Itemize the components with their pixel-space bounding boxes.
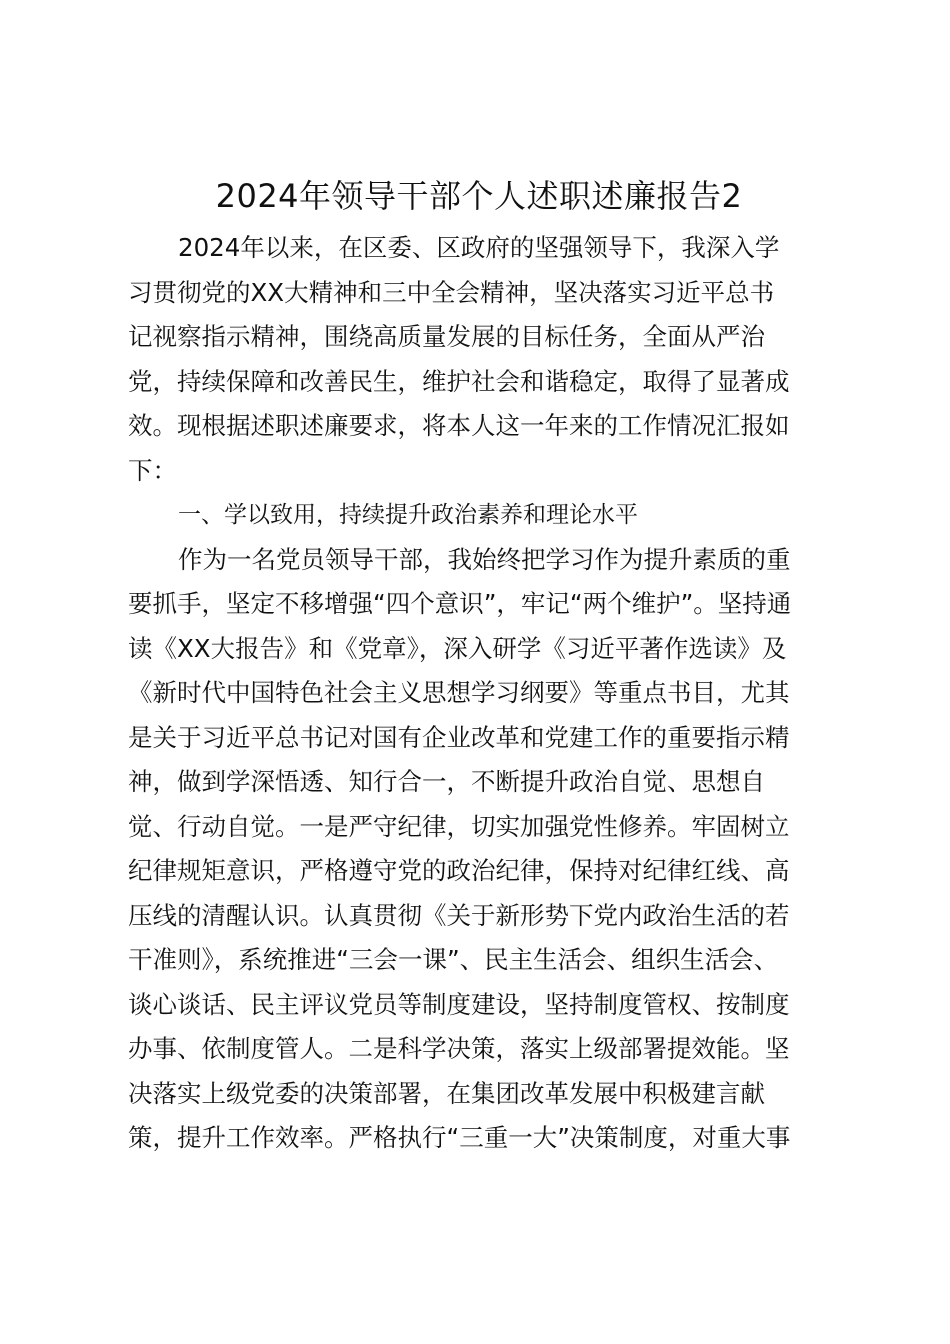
text-line: 党，持续保障和改善民生，维护社会和谐稳定，取得了显著成: [128, 366, 790, 396]
text-line: 纪律规矩意识，严格遵守党的政治纪律，保持对纪律红线、高: [128, 856, 790, 885]
text-line: 办事、依制度管人。二是科学决策，落实上级部署提效能。坚: [128, 1034, 790, 1063]
text-line: 习贯彻党的XX大精神和三中全会精神，坚决落实习近平总书: [128, 277, 775, 307]
text-line: 下：: [128, 455, 177, 485]
text-line: 2024年以来，在区委、区政府的坚强领导下，我深入学: [178, 233, 780, 262]
text-line: 效。现根据述职述廉要求，将本人这一年来的工作情况汇报如: [128, 411, 790, 440]
document-body: [128, 226, 838, 1161]
text-line: 压线的清醒认识。认真贯彻《关于新形势下党内政治生活的若: [128, 900, 790, 930]
text-line: 《新时代中国特色社会主义思想学习纲要》等重点书目，尤其: [128, 678, 790, 707]
text-line: 干准则》，系统推进“三会一课”、民主生活会、组织生活会、: [128, 945, 779, 974]
text-line: 记视察指示精神，围绕高质量发展的目标任务，全面从严治: [128, 322, 765, 351]
text-line: 觉、行动自觉。一是严守纪律，切实加强党性修养。牢固树立: [128, 811, 790, 841]
text-line: 是关于习近平总书记对国有企业改革和党建工作的重要指示精: [128, 722, 790, 752]
text-line: 决落实上级党委的决策部署，在集团改革发展中积极建言献: [128, 1078, 765, 1108]
document-title: 2024年领导干部个人述职述廉报告2: [215, 177, 743, 215]
text-line: 策，提升工作效率。严格执行“三重一大”决策制度，对重大事: [128, 1123, 791, 1152]
text-line: 神，做到学深悟透、知行合一，不断提升政治自觉、思想自: [128, 767, 765, 796]
text-line: 读《XX大报告》和《党章》，深入研学《习近平著作选读》及: [128, 633, 787, 663]
text-line: 谈心谈话、民主评议党员等制度建设，坚持制度管权、按制度: [128, 989, 790, 1019]
section-heading: 一、学以致用，持续提升政治素养和理论水平: [178, 502, 638, 528]
text-line: 作为一名党员领导干部，我始终把学习作为提升素质的重: [178, 544, 791, 574]
text-line: 要抓手，坚定不移增强“四个意识”，牢记“两个维护”。坚持通: [128, 589, 792, 618]
